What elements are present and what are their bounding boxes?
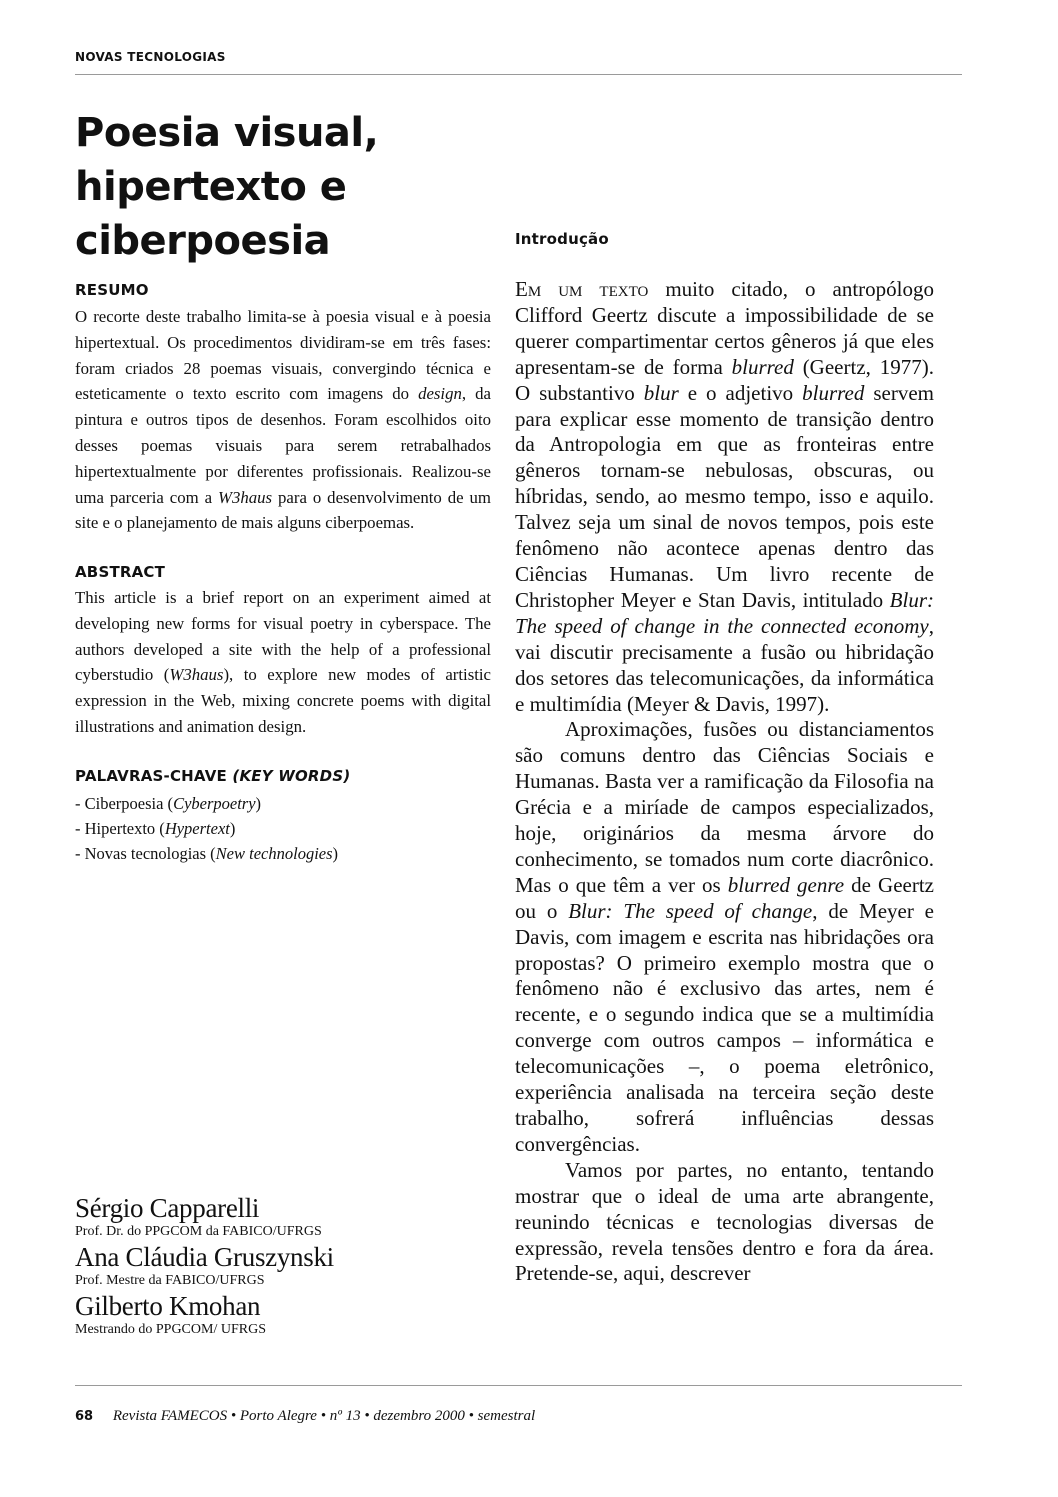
author-name: Gilberto Kmohan [75, 1291, 261, 1321]
abstract-text-part: ), to explore new modes of artistic expression in the Web, mixing concrete poems with digital illustrations and animation design. [75, 665, 492, 736]
resumo-text [75, 304, 491, 536]
resumo-text-part: para o desenvolvimento de um site e o planejamento de mais alguns ciberpoemas. [75, 487, 491, 533]
authors-block [75, 1193, 495, 1339]
author-affiliation: Prof. Dr. do PPGCOM da FABICO/UFRGS [75, 1224, 322, 1239]
keyword-item [75, 841, 338, 866]
intro-text-part: servem para explicar esse momento de transição dentro da Antropologia em que as fronteiras entre gêneros tornam-se nebulosas, obscuras, ou híbridas, sendo, ao mesmo tempo, isso e aquilo. Talvez seja um sinal de novos tempos, pois este fenômeno não acontece apenas dentro das Ciências Humanas. Um livro recente de Christopher Meyer e Stan Davis, intitulado [515, 380, 934, 612]
keyword-pt: - Novas tecnologias ( [75, 844, 216, 863]
journal-citation: Revista FAMECOS • Porto Alegre • nº 13 • dezembro 2000 • semestral [112, 1408, 536, 1424]
intro-text-part: Aproximações, fusões ou distanciamentos são comuns dentro das Ciências Sociais e Humanas. Basta ver a ramificação da Filosofia na Grécia e a miríade de campos especializados, hoje, originários da mesma árvore do conhecimento, se tomados num corte diacrônico. Mas o que têm a ver os [515, 717, 934, 897]
intro-italic: blur [643, 380, 679, 405]
intro-italic: Blur: The speed of change in the connected economy [515, 587, 934, 638]
intro-heading: Introdução [515, 230, 609, 248]
abstract-italic-w3haus: W3haus [169, 665, 224, 685]
keyword-end: ) [332, 844, 339, 863]
keyword-pt: - Ciberpoesia ( [75, 794, 174, 813]
keyword-item [75, 791, 338, 816]
resumo-text-part: O recorte deste trabalho limita-se à poesia visual e à poesia hipertextual. Os procedimentos dividiram-se em três fases: foram criados 28 poemas visuais, convergindo técnica e esteticamente o texto escrito com imagens do [75, 307, 491, 404]
resumo-italic-design: design [418, 384, 462, 404]
keyword-en: Hypertext [164, 819, 230, 838]
intro-text-part: , de Meyer e Davis, com imagem e escrita nas hibridações ora propostas? O primeiro exemplo mostra que o fenômeno não é exclusivo das artes, nem é recente, e o segundo indica que se a multimídia converge com outros campos – informática e telecomunicações –, o poema eletrônico, experiência analisada na terceira seção deste trabalho, sofrerá influências dessas convergências. [515, 898, 935, 1156]
intro-text-part: (Geertz, 1977). O substantivo [515, 354, 934, 405]
keywords-heading [75, 767, 350, 785]
intro-paragraph-2 [515, 717, 934, 1157]
top-divider [75, 74, 962, 75]
intro-text-part: muito citado, o antropólogo Clifford Geertz discute a impossibilidade de se querer compartimentar certos gêneros já que eles apresentam-se de forma [515, 277, 934, 379]
keywords-list [75, 791, 338, 866]
intro-text-part: de Geertz ou o [515, 872, 934, 923]
article-title [75, 106, 495, 268]
intro-italic: blurred [731, 354, 794, 379]
keyword-end: ) [229, 819, 236, 838]
keywords-heading-en: (KEY WORDS) [232, 767, 351, 785]
intro-paragraph-1 [515, 277, 934, 717]
abstract-text [75, 585, 491, 740]
author-name: Ana Cláudia Gruszynski [75, 1242, 334, 1272]
intro-italic: blurred [802, 380, 865, 405]
intro-italic: Blur: The speed of change [568, 898, 813, 923]
author-affiliation: Prof. Mestre da FABICO/UFRGS [75, 1273, 265, 1288]
keyword-end: ) [255, 794, 262, 813]
intro-italic: blurred genre [727, 872, 845, 897]
author-affiliation: Mestrando do PPGCOM/ UFRGS [75, 1322, 266, 1337]
keyword-en: New technologies [215, 844, 333, 863]
keywords-heading-pt: PALAVRAS-CHAVE [75, 767, 227, 785]
page-footer [75, 1408, 535, 1425]
intro-text-part: e o adjetivo [678, 380, 803, 405]
intro-text-part: , vai discutir precisamente a fusão ou hibridação dos setores das telecomunicações, da informática e multimídia (Meyer & Davis, 1997). [515, 613, 934, 716]
abstract-text-part: This article is a brief report on an experiment aimed at developing new forms for visual poetry in cyberspace. The authors developed a site with the help of a professional cyberstudio ( [75, 588, 491, 685]
keyword-item [75, 816, 338, 841]
author-name: Sérgio Capparelli [75, 1193, 260, 1223]
title-line-1: Poesia visual, [75, 110, 379, 156]
bottom-divider [75, 1385, 962, 1386]
resumo-heading: RESUMO [75, 281, 149, 299]
keyword-pt: - Hipertexto ( [75, 819, 165, 838]
intro-body [515, 277, 934, 1287]
keyword-en: Cyberpoetry [173, 794, 256, 813]
abstract-heading: ABSTRACT [75, 563, 166, 581]
resumo-italic-w3haus: W3haus [218, 487, 273, 507]
section-header: NOVAS TECNOLOGIAS [75, 50, 226, 64]
resumo-text-part: , da pintura e outros tipos de desenhos. Foram escolhidos oito desses poemas visuais para serem retrabalhados hipertextualmente por diferentes profissionais. Realizou-se uma parceria com a [75, 384, 491, 507]
intro-paragraph-3: Vamos por partes, no entanto, tentando mostrar que o ideal de uma arte abrangente, reunindo técnicas e tecnologias diversas de expressão, revela tensões dentro e fora da área. Pretende-se, aqui, descrever [515, 1157, 934, 1286]
title-line-2: hipertexto e [75, 164, 347, 210]
title-line-3: ciberpoesia [75, 218, 331, 264]
intro-lead-smallcaps: Em um texto [515, 277, 649, 301]
page-number: 68 [75, 1409, 94, 1424]
